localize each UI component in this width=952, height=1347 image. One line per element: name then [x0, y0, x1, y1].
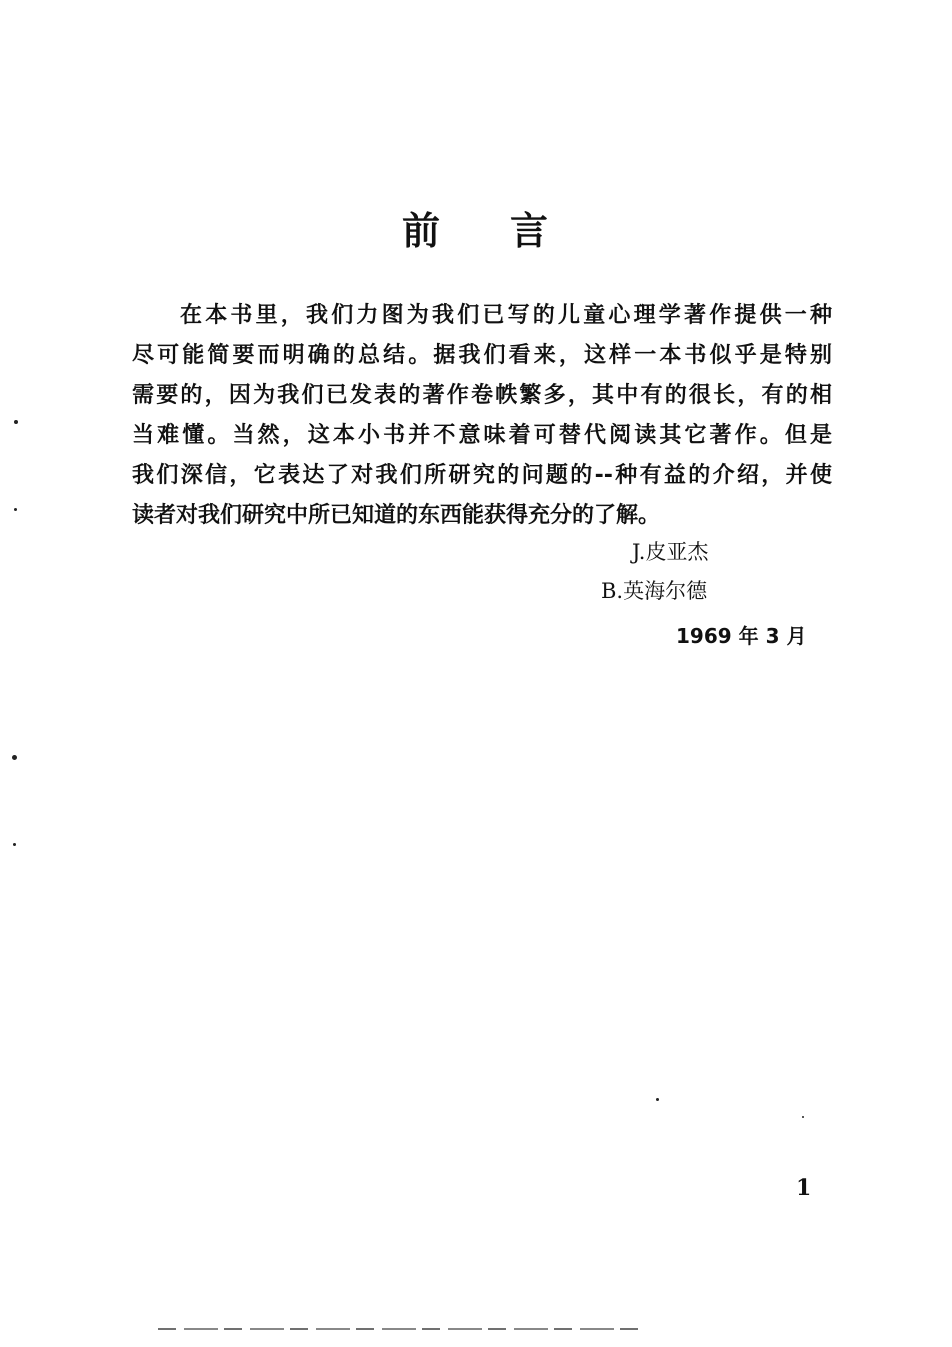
scan-edge-line	[158, 1328, 640, 1330]
paragraph-line: 读者对我们研究中所已知道的东西能获得充分的了解。	[132, 503, 661, 528]
scan-speck	[12, 755, 17, 760]
page-number: 1	[796, 1175, 812, 1201]
paragraph-line: 尽可能简要而明确的总结。据我们看来，这样一本书似乎是特别	[132, 343, 832, 368]
scan-speck	[13, 843, 16, 846]
preface-date: 1969 年 3 月	[676, 624, 807, 648]
paragraph-line: 当难懂。当然，这本小书并不意味着可替代阅读其它著作。但是	[132, 423, 832, 448]
scan-speck	[802, 1116, 804, 1118]
scan-speck	[656, 1098, 659, 1101]
signature-piaget: J.皮亚杰	[632, 540, 709, 564]
preface-paragraph	[132, 296, 832, 536]
preface-title	[0, 200, 952, 255]
scan-speck	[14, 420, 18, 424]
signature-inhelder: B.英海尔德	[601, 579, 708, 603]
scan-speck	[14, 508, 17, 511]
title-char-1: 前	[401, 209, 442, 253]
title-char-2: 言	[510, 209, 551, 253]
paragraph-line: 在本书里，我们力图为我们已写的儿童心理学著作提供一种	[180, 303, 832, 328]
paragraph-line: 我们深信，它表达了对我们所研究的问题的--种有益的介绍，并使	[132, 463, 832, 488]
paragraph-line: 需要的，因为我们已发表的著作卷帙繁多，其中有的很长，有的相	[132, 383, 832, 408]
